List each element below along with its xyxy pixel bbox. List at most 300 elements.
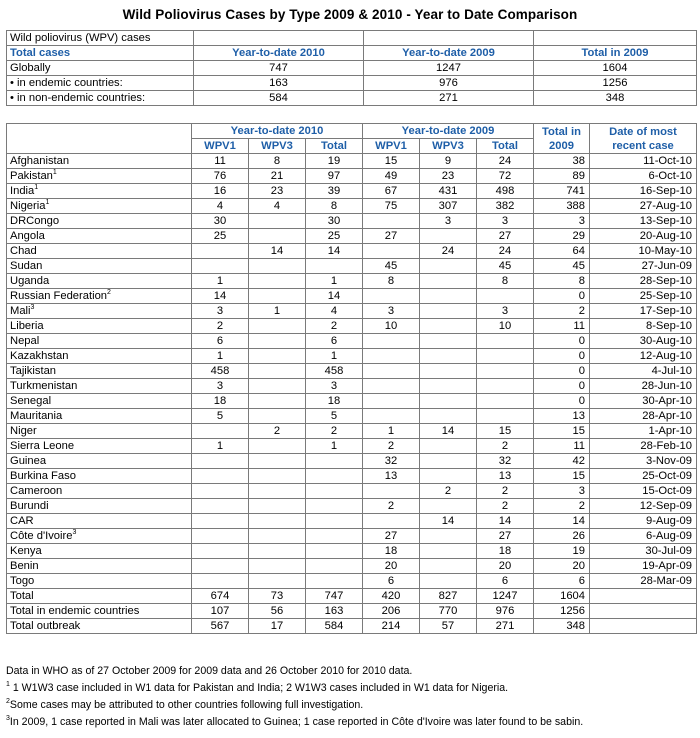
- wpv3-2009: 2: [420, 484, 477, 499]
- wpv3-2010: 1: [249, 304, 306, 319]
- wpv1-2010: 16: [192, 184, 249, 199]
- country-name: [7, 469, 192, 484]
- table-row: [7, 154, 697, 169]
- total-2010: 584: [306, 619, 363, 634]
- sub-header-wpv1-2009: WPV1: [363, 139, 420, 154]
- group-header-ytd-2009: Year-to-date 2009: [363, 124, 534, 139]
- footnote-number: 3: [6, 715, 10, 722]
- country-name: [7, 259, 192, 274]
- recent-case-date: 30-Aug-10: [590, 334, 697, 349]
- wpv1-2010: [192, 259, 249, 274]
- wpv3-2009: [420, 289, 477, 304]
- footnote-text: 1 W1W3 case included in W1 data for Pakistan and India; 2 W1W3 cases included in W1 data for Nigeria.: [9, 682, 509, 694]
- country-name: [7, 319, 192, 334]
- footnote: [6, 697, 696, 714]
- total-2010: [306, 559, 363, 574]
- wpv1-2010: 4: [192, 199, 249, 214]
- total-2009: 15: [477, 424, 534, 439]
- wpv3-2009: 24: [420, 244, 477, 259]
- wpv3-2009: [420, 394, 477, 409]
- total-2010: 6: [306, 334, 363, 349]
- total-in-2009: 2: [534, 499, 590, 514]
- footnote-number: 1: [6, 681, 10, 688]
- wpv1-2009: 18: [363, 544, 420, 559]
- total-2010: 25: [306, 229, 363, 244]
- total-in-2009: 20: [534, 559, 590, 574]
- total-2010: 4: [306, 304, 363, 319]
- wpv1-2009: 6: [363, 574, 420, 589]
- wpv3-2010: [249, 409, 306, 424]
- table-row: [7, 409, 697, 424]
- country-label: DRCongo: [10, 214, 60, 227]
- wpv3-2010: [249, 574, 306, 589]
- country-name: [7, 529, 192, 544]
- wpv1-2009: [363, 484, 420, 499]
- total-2009: 20: [477, 559, 534, 574]
- wpv3-2009: 57: [420, 619, 477, 634]
- wpv1-2010: 458: [192, 364, 249, 379]
- country-name: [7, 379, 192, 394]
- wpv3-2009: [420, 544, 477, 559]
- wpv3-2010: [249, 289, 306, 304]
- total-in-2009: 45: [534, 259, 590, 274]
- wpv3-2010: [249, 214, 306, 229]
- summary-row: [7, 91, 697, 106]
- wpv1-2010: 2: [192, 319, 249, 334]
- wpv3-2010: [249, 229, 306, 244]
- total-in-2009: 89: [534, 169, 590, 184]
- country-name: [7, 604, 192, 619]
- recent-case-date: 28-Feb-10: [590, 439, 697, 454]
- country-name: [7, 409, 192, 424]
- total-in-2009: 6: [534, 574, 590, 589]
- total-2010: 1: [306, 349, 363, 364]
- summary-header-ytd-2010: Year-to-date 2010: [194, 46, 364, 61]
- total-2009: 72: [477, 169, 534, 184]
- recent-case-date: 25-Sep-10: [590, 289, 697, 304]
- wpv3-2009: [420, 304, 477, 319]
- total-2010: [306, 514, 363, 529]
- wpv1-2009: 45: [363, 259, 420, 274]
- total-2009: 27: [477, 229, 534, 244]
- table-row: [7, 439, 697, 454]
- total-2009: [477, 409, 534, 424]
- country-label: Guinea: [10, 454, 47, 467]
- total-2010: [306, 499, 363, 514]
- wpv3-2009: 827: [420, 589, 477, 604]
- wpv1-2009: [363, 244, 420, 259]
- country-label: Senegal: [10, 394, 52, 407]
- wpv1-2010: 6: [192, 334, 249, 349]
- wpv1-2010: 25: [192, 229, 249, 244]
- recent-case-date: 15-Oct-09: [590, 484, 697, 499]
- wpv1-2010: [192, 544, 249, 559]
- wpv3-2010: [249, 544, 306, 559]
- country-label: Niger: [10, 424, 37, 437]
- summary-row: [7, 61, 697, 76]
- table-row: [7, 574, 697, 589]
- recent-case-date: 27-Aug-10: [590, 199, 697, 214]
- wpv1-2010: 3: [192, 379, 249, 394]
- country-label: India: [10, 184, 35, 197]
- wpv3-2009: 3: [420, 214, 477, 229]
- total-2009: [477, 394, 534, 409]
- country-name: [7, 544, 192, 559]
- summary-row: [7, 76, 697, 91]
- wpv3-2009: [420, 469, 477, 484]
- summary-header-total-2009: Total in 2009: [534, 46, 697, 61]
- summary-header-ytd-2009: Year-to-date 2009: [364, 46, 534, 61]
- total-2009: 2: [477, 499, 534, 514]
- wpv1-2009: 13: [363, 469, 420, 484]
- total-2009: 3: [477, 304, 534, 319]
- total-2009: 24: [477, 154, 534, 169]
- total-in-2009: 0: [534, 394, 590, 409]
- footnotes: [6, 663, 696, 731]
- summary-ytd-2010: 747: [194, 61, 364, 76]
- wpv1-2009: [363, 379, 420, 394]
- total-in-2009: 15: [534, 424, 590, 439]
- wpv1-2010: 674: [192, 589, 249, 604]
- total-in-2009: 42: [534, 454, 590, 469]
- wpv1-2009: 27: [363, 529, 420, 544]
- total-in-2009: 0: [534, 379, 590, 394]
- country-name: [7, 484, 192, 499]
- wpv1-2009: 75: [363, 199, 420, 214]
- wpv3-2010: [249, 499, 306, 514]
- table-row: [7, 394, 697, 409]
- footnote: [6, 714, 696, 731]
- wpv1-2010: 18: [192, 394, 249, 409]
- wpv1-2010: 3: [192, 304, 249, 319]
- table-row: [7, 364, 697, 379]
- recent-case-date: [590, 604, 697, 619]
- country-label: Pakistan: [10, 169, 53, 182]
- table-row: [7, 379, 697, 394]
- wpv3-2010: [249, 259, 306, 274]
- sub-header-wpv3-2009: WPV3: [420, 139, 477, 154]
- recent-case-date: 12-Sep-09: [590, 499, 697, 514]
- wpv3-2010: [249, 394, 306, 409]
- country-label: Mali: [10, 304, 31, 317]
- country-name: [7, 214, 192, 229]
- wpv3-2009: [420, 274, 477, 289]
- country-name: [7, 274, 192, 289]
- total-in-2009: 0: [534, 364, 590, 379]
- wpv1-2010: [192, 244, 249, 259]
- total-2009: 976: [477, 604, 534, 619]
- country-label: Burundi: [10, 499, 49, 512]
- wpv1-2009: 15: [363, 154, 420, 169]
- table-row: [7, 604, 697, 619]
- recent-case-date: [590, 589, 697, 604]
- country-label: Afghanistan: [10, 154, 70, 167]
- country-label: Nigeria: [10, 199, 46, 212]
- total-2010: [306, 529, 363, 544]
- wpv3-2010: [249, 319, 306, 334]
- country-name: [7, 199, 192, 214]
- recent-case-date: 13-Sep-10: [590, 214, 697, 229]
- wpv3-2009: [420, 334, 477, 349]
- page-title: Wild Poliovirus Cases by Type 2009 & 2010 - Year to Date Comparison: [122, 7, 578, 22]
- table-row: [7, 349, 697, 364]
- total-in-2009: 3: [534, 214, 590, 229]
- country-label: Côte d'Ivoire: [10, 529, 73, 542]
- wpv3-2010: [249, 364, 306, 379]
- country-label: Togo: [10, 574, 35, 587]
- total-in-2009: 15: [534, 469, 590, 484]
- country-label: Total: [10, 589, 34, 602]
- recent-case-date: 28-Apr-10: [590, 409, 697, 424]
- summary-row-label: • in endemic countries:: [7, 76, 194, 91]
- summary-header-row: [7, 46, 697, 61]
- total-in-2009: 19: [534, 544, 590, 559]
- country-name: [7, 244, 192, 259]
- table-row: [7, 289, 697, 304]
- total-2010: 19: [306, 154, 363, 169]
- wpv3-2009: [420, 319, 477, 334]
- wpv1-2010: [192, 499, 249, 514]
- country-label: Kenya: [10, 544, 42, 557]
- total-2009: 1247: [477, 589, 534, 604]
- wpv3-2009: 307: [420, 199, 477, 214]
- recent-case-date: 16-Sep-10: [590, 184, 697, 199]
- wpv1-2010: 1: [192, 274, 249, 289]
- wpv1-2009: 67: [363, 184, 420, 199]
- total-2009: [477, 289, 534, 304]
- total-in-2009: 13: [534, 409, 590, 424]
- total-in-2009: 348: [534, 619, 590, 634]
- wpv1-2010: [192, 529, 249, 544]
- sub-header-total-2009: Total: [477, 139, 534, 154]
- group-header-total-2009: Total in 2009: [534, 124, 590, 154]
- table-row: [7, 499, 697, 514]
- table-row: [7, 319, 697, 334]
- wpv3-2010: [249, 514, 306, 529]
- total-2009: 27: [477, 529, 534, 544]
- footnote: [6, 680, 696, 697]
- country-name: [7, 229, 192, 244]
- country-name: [7, 514, 192, 529]
- wpv3-2010: [249, 454, 306, 469]
- total-2009: [477, 364, 534, 379]
- recent-case-date: 25-Oct-09: [590, 469, 697, 484]
- total-2010: 39: [306, 184, 363, 199]
- table-row: [7, 304, 697, 319]
- wpv1-2010: 1: [192, 349, 249, 364]
- wpv3-2009: [420, 259, 477, 274]
- summary-header-total-cases: Total cases: [7, 46, 194, 61]
- wpv3-2010: 56: [249, 604, 306, 619]
- country-label: Total in endemic countries: [10, 604, 140, 617]
- wpv1-2009: [363, 409, 420, 424]
- footnote-marker: 3: [30, 303, 35, 311]
- table-row: [7, 229, 697, 244]
- total-2009: 10: [477, 319, 534, 334]
- country-name: [7, 334, 192, 349]
- country-name: [7, 394, 192, 409]
- wpv3-2009: 9: [420, 154, 477, 169]
- total-2010: 458: [306, 364, 363, 379]
- table-row: [7, 169, 697, 184]
- footnote-text: Data in WHO as of 27 October 2009 for 2009 data and 26 October 2010 for 2010 data.: [6, 665, 413, 677]
- country-label: Sierra Leone: [10, 439, 75, 452]
- total-2009: 2: [477, 484, 534, 499]
- total-2010: [306, 259, 363, 274]
- summary-ytd-2009: 1247: [364, 61, 534, 76]
- country-name: [7, 439, 192, 454]
- summary-row-label: • in non-endemic countries:: [7, 91, 194, 106]
- wpv1-2009: 2: [363, 499, 420, 514]
- wpv1-2010: [192, 484, 249, 499]
- table-row: [7, 454, 697, 469]
- total-2009: 3: [477, 214, 534, 229]
- total-in-2009: 3: [534, 484, 590, 499]
- summary-table: [6, 30, 697, 106]
- table-row: [7, 469, 697, 484]
- total-2010: 163: [306, 604, 363, 619]
- country-name: [7, 364, 192, 379]
- wpv1-2010: 30: [192, 214, 249, 229]
- country-label: Cameroon: [10, 484, 63, 497]
- summary-total-2009: 1604: [534, 61, 697, 76]
- total-in-2009: 38: [534, 154, 590, 169]
- recent-case-date: 6-Aug-09: [590, 529, 697, 544]
- table-row: [7, 544, 697, 559]
- group-header-row: [7, 124, 697, 139]
- total-2010: 1: [306, 274, 363, 289]
- total-in-2009: 11: [534, 319, 590, 334]
- footnote-marker: 2: [107, 288, 111, 296]
- table-row: [7, 274, 697, 289]
- sub-header-total-2010: Total: [306, 139, 363, 154]
- country-name: [7, 169, 192, 184]
- wpv3-2010: 4: [249, 199, 306, 214]
- wpv3-2009: [420, 349, 477, 364]
- total-in-2009: 741: [534, 184, 590, 199]
- total-2010: [306, 574, 363, 589]
- total-in-2009: 0: [534, 334, 590, 349]
- country-name: [7, 289, 192, 304]
- wpv3-2010: [249, 559, 306, 574]
- recent-case-date: 10-May-10: [590, 244, 697, 259]
- recent-case-date: 17-Sep-10: [590, 304, 697, 319]
- total-2010: 18: [306, 394, 363, 409]
- wpv1-2010: [192, 514, 249, 529]
- country-label: CAR: [10, 514, 34, 527]
- table-row: [7, 589, 697, 604]
- wpv1-2010: 76: [192, 169, 249, 184]
- wpv1-2010: [192, 424, 249, 439]
- wpv3-2010: [249, 529, 306, 544]
- total-2010: 1: [306, 439, 363, 454]
- country-label: Benin: [10, 559, 39, 572]
- wpv1-2010: 107: [192, 604, 249, 619]
- wpv1-2009: 32: [363, 454, 420, 469]
- wpv3-2010: 2: [249, 424, 306, 439]
- footnote-marker: 1: [34, 183, 39, 191]
- wpv3-2009: [420, 454, 477, 469]
- wpv1-2009: [363, 289, 420, 304]
- wpv1-2009: 3: [363, 304, 420, 319]
- summary-ytd-2010: 584: [194, 91, 364, 106]
- wpv1-2010: 5: [192, 409, 249, 424]
- wpv3-2010: 23: [249, 184, 306, 199]
- total-in-2009: 8: [534, 274, 590, 289]
- wpv3-2009: [420, 529, 477, 544]
- wpv1-2009: 1: [363, 424, 420, 439]
- wpv1-2010: [192, 574, 249, 589]
- recent-case-date: 19-Apr-09: [590, 559, 697, 574]
- wpv1-2010: 567: [192, 619, 249, 634]
- table-row: [7, 424, 697, 439]
- wpv1-2010: [192, 559, 249, 574]
- total-2009: [477, 379, 534, 394]
- total-2010: 5: [306, 409, 363, 424]
- summary-total-2009: 1256: [534, 76, 697, 91]
- wpv3-2009: [420, 364, 477, 379]
- wpv3-2010: [249, 334, 306, 349]
- wpv3-2009: [420, 439, 477, 454]
- wpv3-2009: [420, 379, 477, 394]
- country-name: [7, 589, 192, 604]
- total-2010: 14: [306, 244, 363, 259]
- recent-case-date: 28-Mar-09: [590, 574, 697, 589]
- table-row: [7, 514, 697, 529]
- total-2009: 8: [477, 274, 534, 289]
- country-label: Tajikistan: [10, 364, 57, 377]
- table-row: [7, 244, 697, 259]
- wpv3-2010: 8: [249, 154, 306, 169]
- recent-case-date: 27-Jun-09: [590, 259, 697, 274]
- wpv1-2009: [363, 334, 420, 349]
- total-2009: 13: [477, 469, 534, 484]
- wpv1-2009: [363, 349, 420, 364]
- total-in-2009: 11: [534, 439, 590, 454]
- footnote-text: In 2009, 1 case reported in Mali was later allocated to Guinea; 1 case reported in Côte d'Ivoire was later found to be sabin.: [9, 716, 584, 728]
- group-header-ytd-2010: Year-to-date 2010: [192, 124, 363, 139]
- total-2009: 271: [477, 619, 534, 634]
- wpv1-2010: 1: [192, 439, 249, 454]
- country-name: [7, 454, 192, 469]
- wpv3-2010: [249, 274, 306, 289]
- total-2009: 14: [477, 514, 534, 529]
- total-in-2009: 14: [534, 514, 590, 529]
- country-label: Turkmenistan: [10, 379, 78, 392]
- total-in-2009: 64: [534, 244, 590, 259]
- country-table: [6, 123, 697, 634]
- table-row: [7, 529, 697, 544]
- wpv3-2009: 23: [420, 169, 477, 184]
- wpv1-2009: 2: [363, 439, 420, 454]
- sub-header-wpv3-2010: WPV3: [249, 139, 306, 154]
- total-in-2009: 2: [534, 304, 590, 319]
- table-row: [7, 334, 697, 349]
- wpv3-2010: [249, 439, 306, 454]
- recent-case-date: 12-Aug-10: [590, 349, 697, 364]
- wpv3-2010: [249, 379, 306, 394]
- table-row: [7, 184, 697, 199]
- total-2009: 2: [477, 439, 534, 454]
- country-label: Mauritania: [10, 409, 63, 422]
- summary-caption: Wild poliovirus (WPV) cases: [7, 31, 194, 46]
- summary-ytd-2010: 163: [194, 76, 364, 91]
- wpv1-2010: [192, 454, 249, 469]
- recent-case-date: 30-Apr-10: [590, 394, 697, 409]
- summary-ytd-2009: 976: [364, 76, 534, 91]
- wpv1-2009: 420: [363, 589, 420, 604]
- total-2010: [306, 469, 363, 484]
